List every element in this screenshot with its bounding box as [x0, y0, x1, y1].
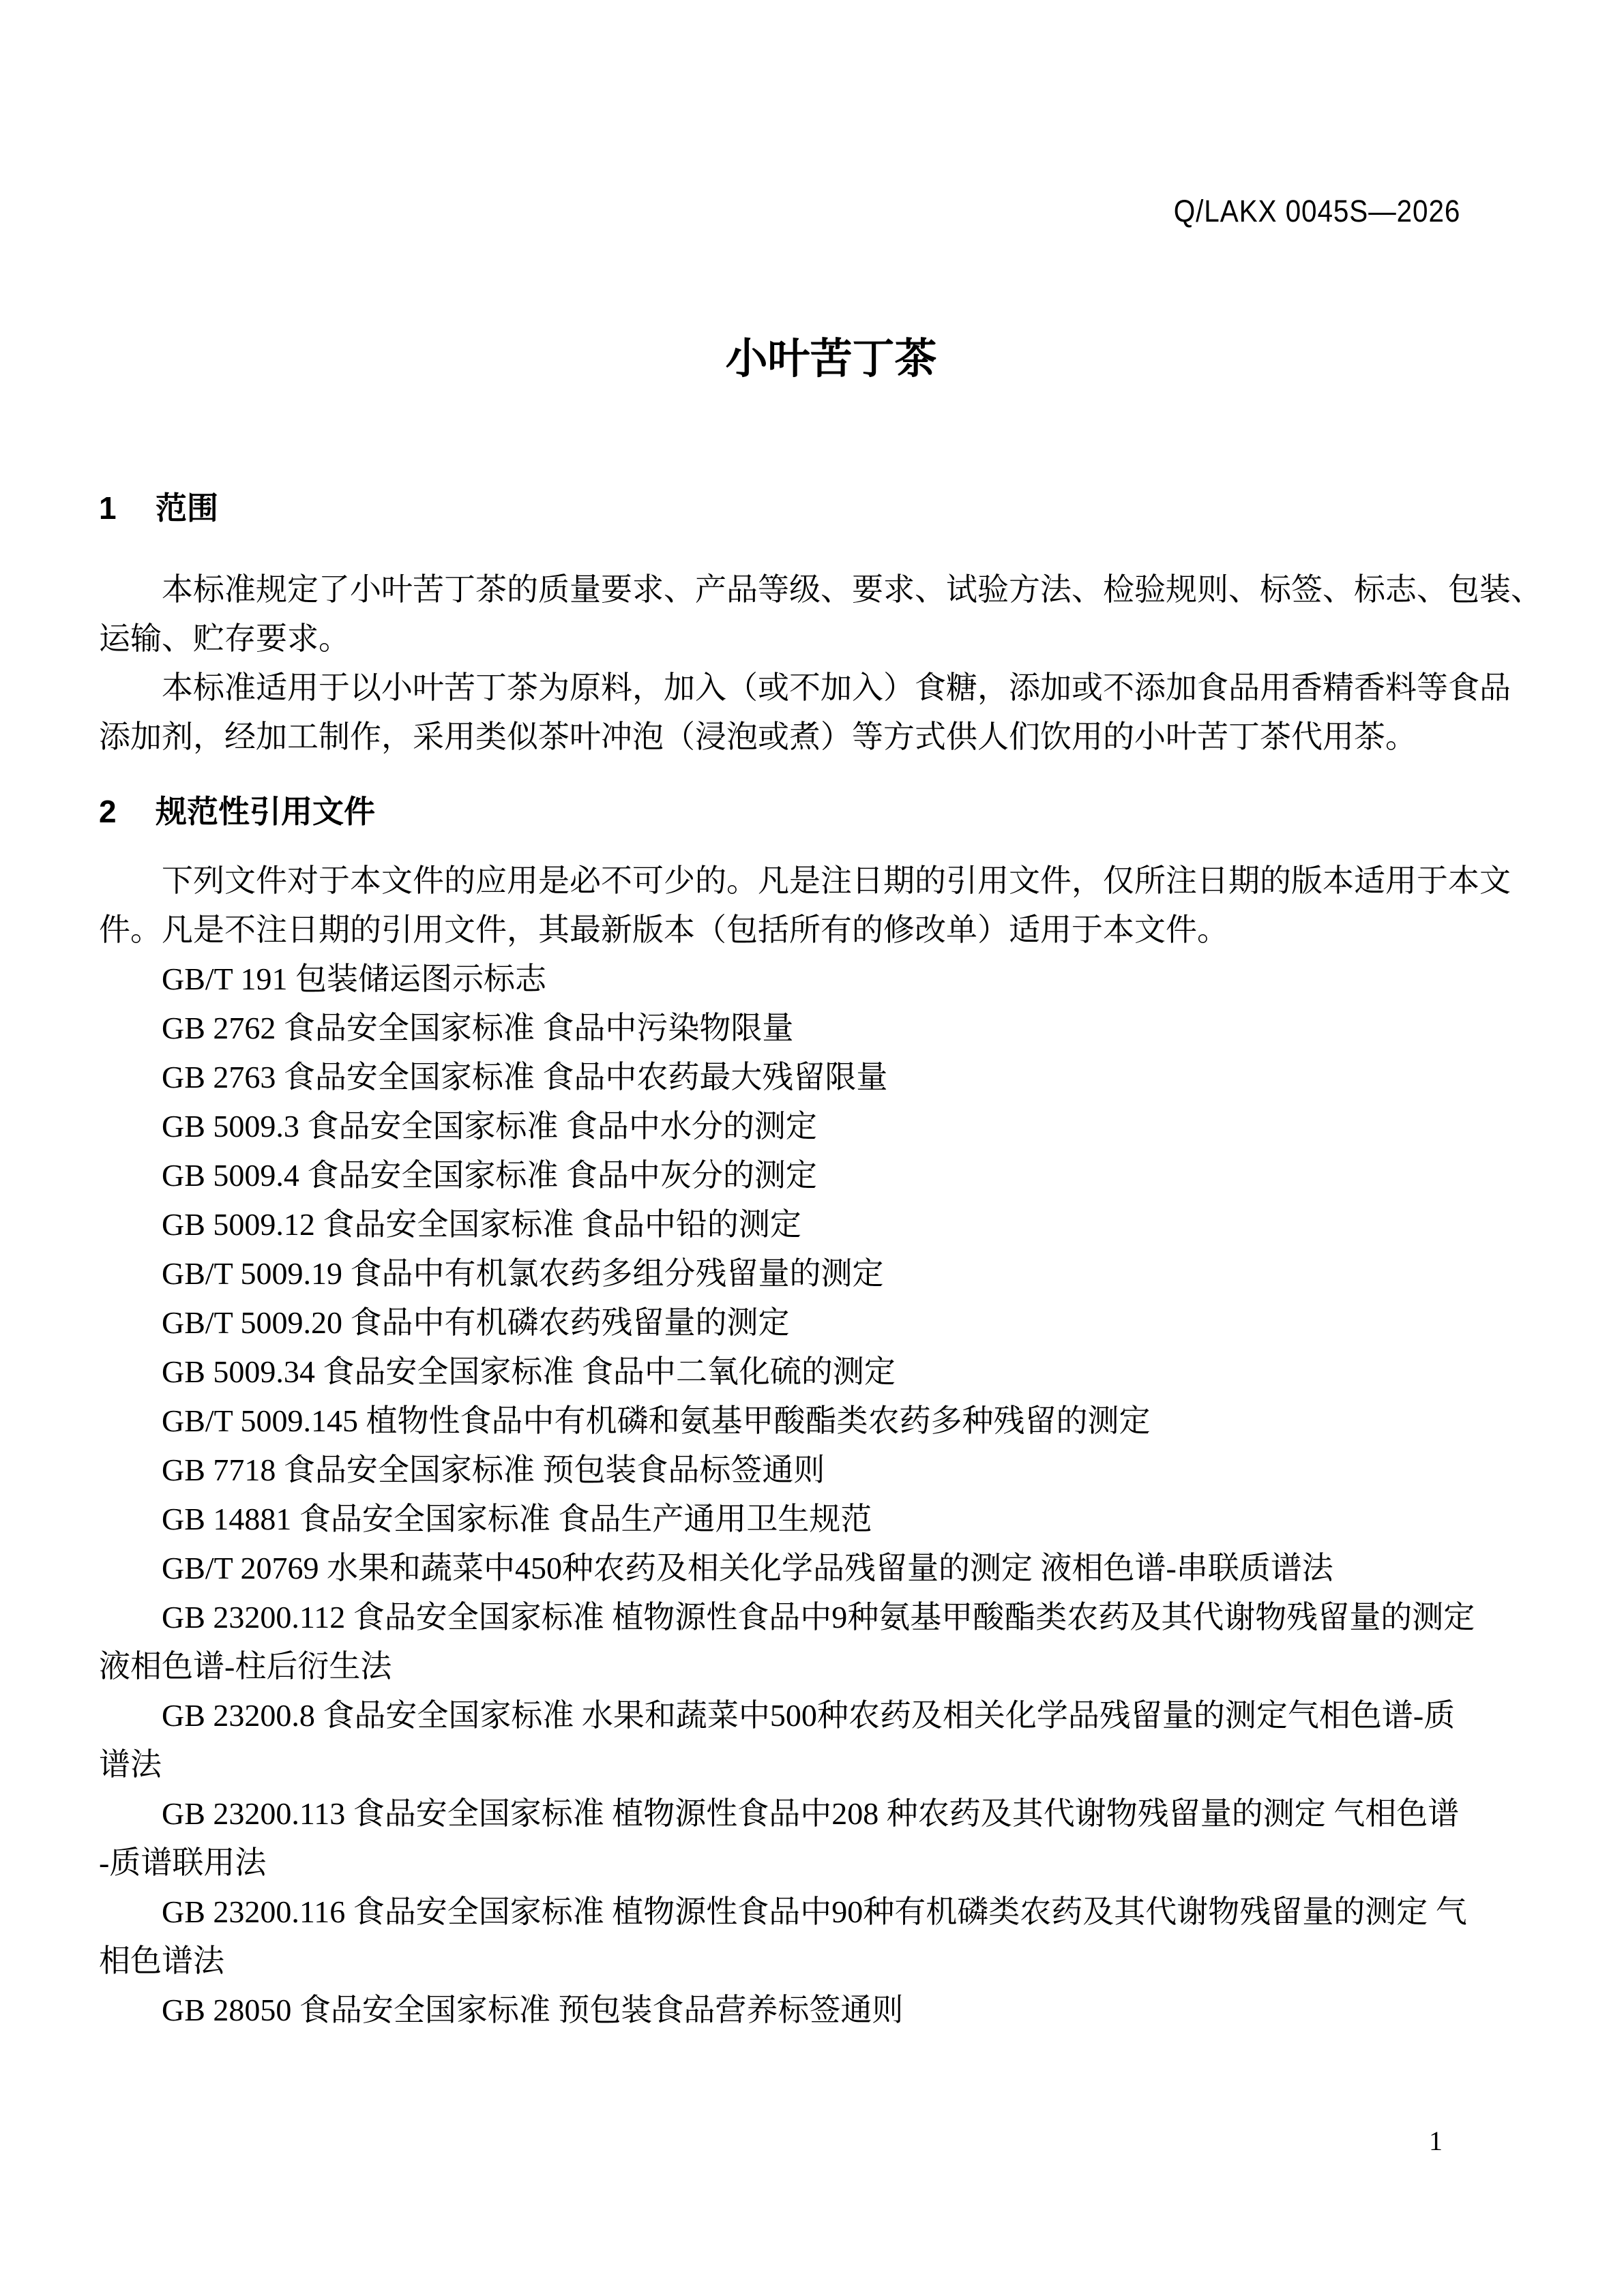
reference-line-continuation: -质谱联用法: [99, 1845, 267, 1880]
reference-line-continuation: 谱法: [99, 1747, 162, 1782]
refs-intro-line1: 下列文件对于本文件的应用是必不可少的。凡是注日期的引用文件，仅所注日期的版本适用于本文: [162, 863, 1511, 898]
reference-line: GB 14881 食品安全国家标准 食品生产通用卫生规范: [162, 1502, 872, 1536]
scope-para2-line2: 添加剂，经加工制作，采用类似茶叶冲泡（浸泡或煮）等方式供人们饮用的小叶苦丁茶代用茶。: [99, 719, 1417, 754]
reference-line: GB 2763 食品安全国家标准 食品中农药最大残留限量: [162, 1060, 888, 1094]
scope-para1-line1: 本标准规定了小叶苦丁茶的质量要求、产品等级、要求、试验方法、检验规则、标签、标志、包装、: [162, 572, 1542, 607]
reference-line: GB 7718 食品安全国家标准 预包装食品标签通则: [162, 1452, 825, 1487]
reference-line: GB 23200.112 食品安全国家标准 植物源性食品中9种氨基甲酸酯类农药及其代谢物残留量的测定: [162, 1600, 1475, 1635]
document-body: [99, 483, 1542, 2035]
reference-line: GB 23200.113 食品安全国家标准 植物源性食品中208 种农药及其代谢物残留量的测定 气相色谱: [162, 1796, 1460, 1831]
reference-line: GB/T 5009.20 食品中有机磷农药残留量的测定: [162, 1305, 790, 1340]
reference-line-continuation: 液相色谱-柱后衍生法: [99, 1649, 392, 1684]
reference-line: GB/T 191 包装储运图示标志: [162, 961, 546, 996]
section-1-number: 1: [99, 490, 117, 526]
doc-code: Q/LAKX 0045S—2026: [1173, 194, 1460, 228]
reference-line: GB 23200.116 食品安全国家标准 植物源性食品中90种有机磷类农药及其代谢物残留量的测定 气: [162, 1894, 1467, 1929]
reference-line: GB 5009.4 食品安全国家标准 食品中灰分的测定: [162, 1158, 817, 1193]
reference-line: GB 28050 食品安全国家标准 预包装食品营养标签通则: [162, 1993, 904, 2027]
reference-line-continuation: 相色谱法: [99, 1943, 224, 1978]
refs-intro-line2: 件。凡是不注日期的引用文件，其最新版本（包括所有的修改单）适用于本文件。: [99, 912, 1228, 947]
scope-para2-line1: 本标准适用于以小叶苦丁茶为原料，加入（或不加入）食糖，添加或不添加食品用香精香料等食品: [162, 670, 1511, 705]
reference-line: GB 2762 食品安全国家标准 食品中污染物限量: [162, 1011, 794, 1045]
section-2-title: 规范性引用文件: [156, 794, 375, 829]
section-1-heading: [99, 483, 1528, 533]
reference-line: GB 5009.34 食品安全国家标准 食品中二氧化硫的测定: [162, 1354, 896, 1389]
reference-line: GB 23200.8 食品安全国家标准 水果和蔬菜中500种农药及相关化学品残留量的测定气相色谱-质: [162, 1698, 1456, 1733]
section-2-heading: [99, 787, 1528, 836]
section-2-number: 2: [99, 794, 117, 829]
scope-para1-line2: 运输、贮存要求。: [99, 621, 350, 656]
reference-line: GB/T 20769 水果和蔬菜中450种农药及相关化学品残留量的测定 液相色谱-串联质谱法: [162, 1551, 1333, 1585]
reference-line: GB 5009.12 食品安全国家标准 食品中铅的测定: [162, 1207, 801, 1242]
reference-line: GB 5009.3 食品安全国家标准 食品中水分的测定: [162, 1109, 817, 1144]
doc-title: 小叶苦丁茶: [725, 336, 937, 383]
page-number: 1: [1429, 2126, 1443, 2156]
section-1-title: 范围: [156, 490, 218, 526]
reference-line: GB/T 5009.145 植物性食品中有机磷和氨基甲酸酯类农药多种残留的测定: [162, 1403, 1151, 1438]
reference-line: GB/T 5009.19 食品中有机氯农药多组分残留量的测定: [162, 1256, 884, 1291]
